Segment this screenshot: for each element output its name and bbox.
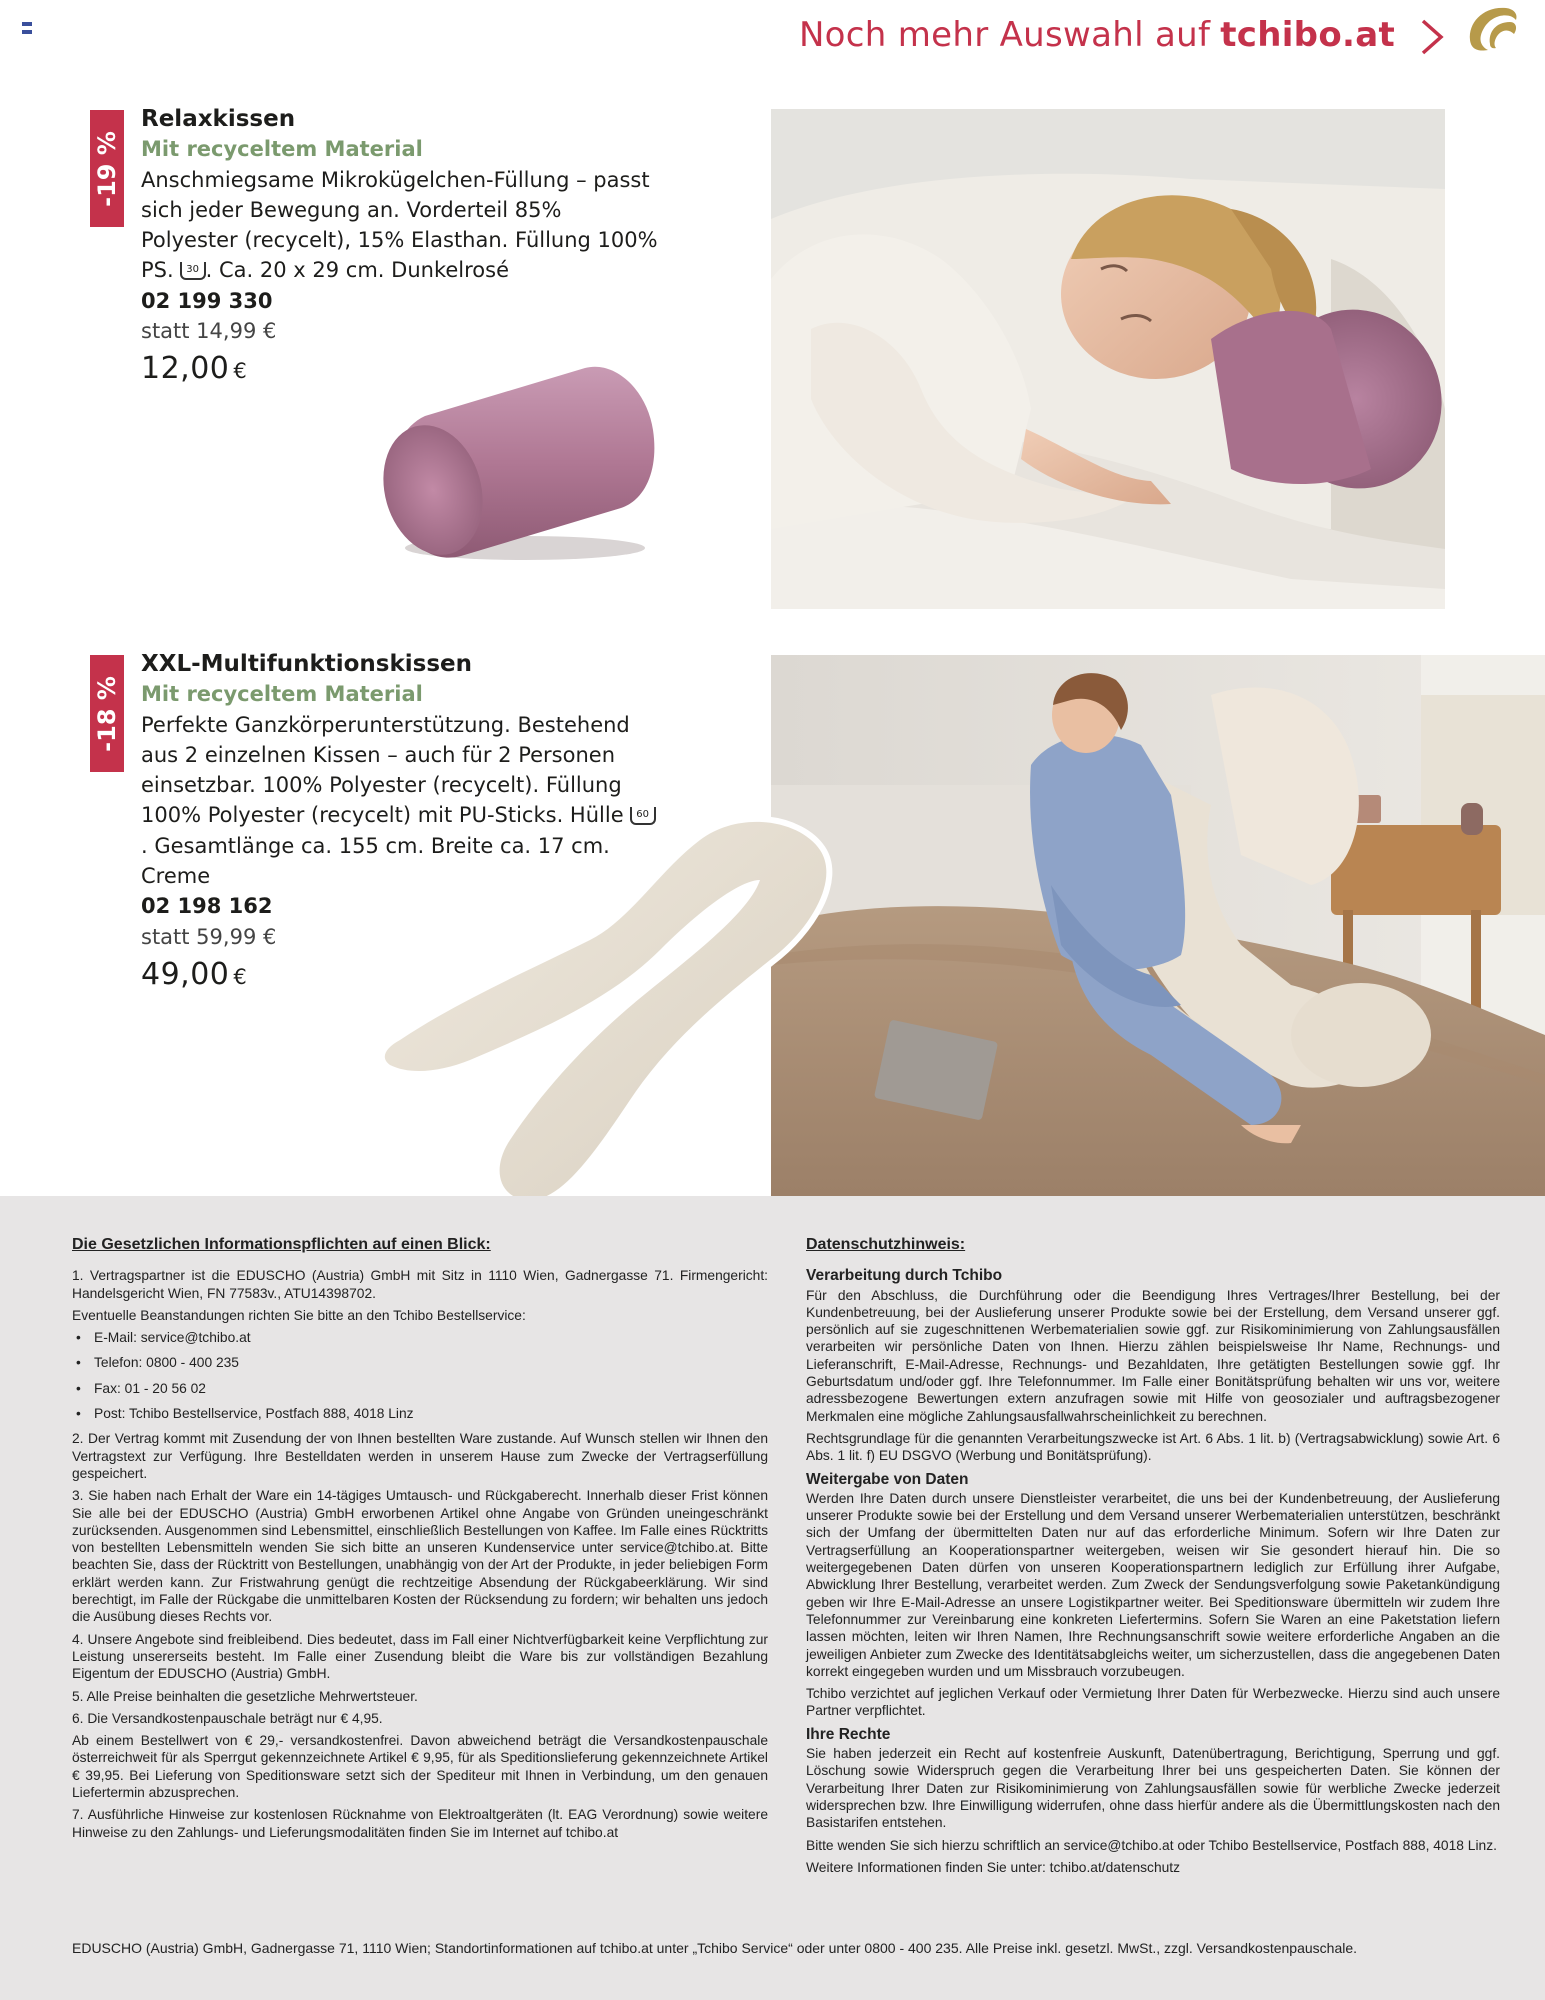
legal-paragraph: 5. Alle Preise beinhalten die gesetzliche Mehrwertsteuer. [72,1688,418,1704]
product-subtitle: Mit recyceltem Material [141,682,423,707]
price-currency: € [233,964,248,989]
legal-heading: Die Gesetzlichen Informationspflichten auf einen Blick: [72,1236,491,1253]
price-currency: € [233,359,248,384]
product-description-text: Anschmiegsame Mikrokügelchen-Füllung – passt sich jeder Bewegung an. Vorderteil 85% Polyester (recycelt), 15% Elasthan. Füllung 100% PS. [141,167,658,283]
old-price: statt 14,99 € [141,319,277,344]
legal-paragraph: 7. Ausführliche Hinweise zur kostenlosen Rücknahme von Elektroaltgeräten (lt. EAG Verordnung) sowie weitere Hinweise zu den Zahlungs- und Lieferungsmodalitäten finden Sie im Internet auf tchibo.at [72,1807,768,1840]
product-description-text-2: . Gesamtlänge ca. 155 cm. Breite ca. 17 cm. Creme [141,833,610,889]
legal-info-column [72,1236,768,1846]
xxl-kissen-lifestyle-photo [771,655,1545,1196]
privacy-paragraph: Werden Ihre Daten durch unsere Dienstleister verarbeitet, die uns bei der Kundenbetreuung, der Auslieferung unserer Produkte sowie bei der Erstellung und dem Versand unserer Werbematerialien unterstützen, beschränkt sich der Umfang der übermittelten Daten nur auf das erforderliche Minimum. Sofern wir Ihre Daten zur Vertragserfüllung an Kooperationspartner weitergeben, weisen wir Sie gesondert hierauf hin. Die so weitergegebenen Daten dürfen von unseren Kooperationspartnern lediglich zur Erfüllung ihrer Aufgabe, Abwicklung Ihrer Bestellung, verarbeitet werden. Zum Zweck der Sendungsverfolgung sowie Paketankündigung geben wir Ihre E-Mail-Adresse an unsere Logistikpartner weiter. Bei Speditionsware übermitteln wir zudem Ihre Telefonnummer zur Vereinbarung eine konkreten Liefertermins. Sofern Sie Waren an eine Paketstation liefern lassen möchten, leiten wir Ihren Namen, Ihre Rechnungsanschrift sowie weitere erforderliche Angaben an die jeweiligen Anbieter zum Zwecke des Identitätsabgleichs weiter, um sicherzustellen, dass die angegebenen Daten korrekt eingegeben wurden und um Missbrauch vorzubeugen. [806,1490,1500,1679]
product-description [141,165,661,286]
wash-30-icon: 30 [180,262,206,280]
chevron-right-icon[interactable] [1417,18,1447,56]
legal-paragraph: 4. Unsere Angebote sind freibleibend. Dies bedeutet, dass im Fall einer Nichtverfügbarkeit keine Verpflichtung zur Leistung unsererseits besteht. Im Falle einer Zusendung bleibt die Ware bis zur vollständigen Bezahlung Eigentum der EDUSCHO (Austria) GmbH. [72,1631,768,1682]
price-value: 12,00 [141,351,230,387]
old-price: statt 59,99 € [141,924,277,949]
privacy-heading: Datenschutzhinweis: [806,1236,966,1253]
contact-post: • Post: Tchibo Bestellservice, Postfach 888, 4018 Linz [72,1405,768,1422]
austria-flag-icon [22,22,32,34]
header-link-text: Noch mehr Auswahl auf [798,15,1211,55]
legal-paragraph: 3. Sie haben nach Erhalt der Ware ein 14-tägiges Umtausch- und Rückgaberecht. Innerhalb dieser Frist können Sie alle bei der EDUSCHO (Austria) GmbH erworbenen Artikel ohne Angabe von Gründen uneingeschränkt zurücksenden. Ausgenommen sind Lebensmittel, einschließlich Bestellungen von Kaffee. Im Falle eines Rücktritts von bestellten Lebensmitteln wenden Sie sich bitte an unseren Kundenservice unter service@tchibo.at. Bitte beachten Sie, dass der Rücktritt von Bestellungen, unabhängig von der Art der Produkte, in jeder beliebigen Form erklärt werden kann. Zur Fristwahrung genügt die rechtzeitige Absendung der Rückgabeerklärung. Wir sind berechtigt, im Falle der Rückgabe die unmittelbaren Kosten der Rücksendung zu fordern; wir behalten uns jedoch die Ausübung dieses Rechts vor. [72,1488,768,1625]
wash-60-icon: 60 [630,807,656,825]
privacy-link-paragraph[interactable]: Weitere Informationen finden Sie unter: tchibo.at/datenschutz [806,1859,1181,1875]
article-number: 02 199 330 [141,288,273,313]
relaxkissen-product-image [355,360,675,570]
more-selection-link[interactable] [799,12,1395,58]
legal-paragraph: Ab einem Bestellwert von € 29,- versandkostenfrei. Davon abweichend beträgt die Versandkostenpauschale österreichweit für als Sperrgut gekennzeichnete Artikel € 9,95, für als Speditionslieferung gekennzeichnete Artikel € 39,95. Bei Lieferung von Speditionsware setzt sich der Spediteur mit Ihnen in Verbindung, um den genauen Liefertermin abzusprechen. [72,1733,768,1801]
discount-badge [90,110,124,227]
tchibo-bean-logo-icon[interactable] [1462,0,1522,56]
contact-email[interactable]: • E-Mail: service@tchibo.at [72,1329,768,1346]
contact-phone: • Telefon: 0800 - 400 235 [72,1354,768,1371]
privacy-notice-column [806,1236,1500,1881]
product-title: XXL-Multifunktionskissen [141,651,473,677]
privacy-paragraph: Tchibo verzichtet auf jeglichen Verkauf oder Vermietung Ihrer Daten für Werbezwecke. Hierzu sind auch unsere Partner verpflichtet. [806,1686,1500,1719]
product-description-text: Perfekte Ganzkörperunterstützung. Bestehend aus 2 einzelnen Kissen – auch für 2 Personen einsetzbar. 100% Polyester (recycelt). Füllung 100% Polyester (recycelt) mit PU-Sticks. Hülle [141,712,630,828]
privacy-paragraph: Für den Abschluss, die Durchführung oder die Beendigung Ihres Vertrages/Ihrer Bestellung, bei der Kundenbetreuung, bei der Auslieferung unserer Produkte sowie bei der Erstellung, dem Versand unserer ggf. persönlich auf sie zugeschnittenen Werbematerialien sowie ggf. zur Risikominimierung von Zahlungsausfällen verarbeiten wir persönliche Daten von Ihnen. Hierzu zählen beispielsweise Ihr Name, Rechnungs- und Lieferanschrift, E-Mail-Adresse, Rechnungs- und Bezahldaten, Ihre getätigten Bestellungen sowie ggf. Ihr Geburtsdatum und/oder ggf. Ihre Telefonnummer. Im Falle einer Bonitätsprüfung behalten wir uns vor, weitere adressbezogene Bewertungen extern anzufragen sowie mit Hilfe von geosozialer und auftragsbezogener Merkmalen eine mögliche Zahlungsausfallwahrscheinlichkeit zu berechnen. [806,1287,1500,1424]
legal-paragraph: 1. Vertragspartner ist die EDUSCHO (Austria) GmbH mit Sitz in 1110 Wien, Gadnergasse 71. Firmengericht: Handelsgericht Wien, FN 77583v., ATU14398702. [72,1268,768,1301]
legal-paragraph: 6. Die Versandkostenpauschale beträgt nur € 4,95. [72,1710,383,1726]
contact-list [72,1329,768,1422]
discount-badge-text: -19 % [93,130,122,207]
product-subtitle: Mit recyceltem Material [141,137,423,162]
footer-imprint: EDUSCHO (Austria) GmbH, Gadnergasse 71, 1110 Wien; Standortinformationen auf tchibo.at unter „Tchibo Service“ oder unter 0800 - 400 235. Alle Preise inkl. gesetzl. MwSt., zzgl. Versandkostenpauschale. [72,1940,1358,1956]
relaxkissen-lifestyle-photo [771,109,1445,609]
product-description-text-2: . Ca. 20 x 29 cm. Dunkelrosé [205,258,509,283]
discount-badge-text: -18 % [93,675,122,752]
privacy-subheading: Verarbeitung durch Tchibo [806,1267,1003,1285]
header-link-domain: tchibo.at [1220,15,1395,55]
legal-paragraph: 2. Der Vertrag kommt mit Zusendung der von Ihnen bestellten Ware zustande. Auf Wunsch stellen wir Ihnen den Vertragstext zur Verfügung. Ihre Bestelldaten werden in unserem Hause zum Zwecke der Vertragserfüllung gespeichert. [72,1431,768,1481]
contact-fax: • Fax: 01 - 20 56 02 [72,1380,768,1397]
privacy-paragraph: Sie haben jederzeit ein Recht auf kostenfreie Auskunft, Datenübertragung, Berichtigung, Sperrung und ggf. Löschung sowie Widerspruch gegen die Verarbeitung Ihrer bei uns gespeicherten Daten. Sie können der Verarbeitung Ihrer Daten zur Risikominimierung von Zahlungsausfällen sowie für werbliche Zwecke jederzeit widersprechen bzw. Ihre Einwilligung widerrufen, ohne dass hierfür andere als die Übermittlungskosten nach den Basistarifen entstehen. [806,1746,1500,1831]
privacy-paragraph: Rechtsgrundlage für die genannten Verarbeitungszwecke ist Art. 6 Abs. 1 lit. b) (Vertragsabwicklung) sowie Art. 6 Abs. 1 lit. f) EU DSGVO (Werbung und Bonitätsprüfung). [806,1430,1500,1464]
privacy-paragraph: Bitte wenden Sie sich hierzu schriftlich an service@tchibo.at oder Tchibo Bestellservice, Postfach 888, 4018 Linz. [806,1837,1497,1853]
privacy-subheading: Ihre Rechte [806,1725,891,1743]
legal-paragraph: Eventuelle Beanstandungen richten Sie bitte an den Tchibo Bestellservice: [72,1307,526,1323]
discount-badge [90,655,124,772]
product-info-relaxkissen [141,104,661,387]
price-value: 49,00 [141,956,230,992]
xxl-kissen-product-image [340,790,840,1220]
privacy-subheading: Weitergabe von Daten [806,1470,969,1488]
product-title: Relaxkissen [141,106,296,132]
article-number: 02 198 162 [141,894,273,919]
